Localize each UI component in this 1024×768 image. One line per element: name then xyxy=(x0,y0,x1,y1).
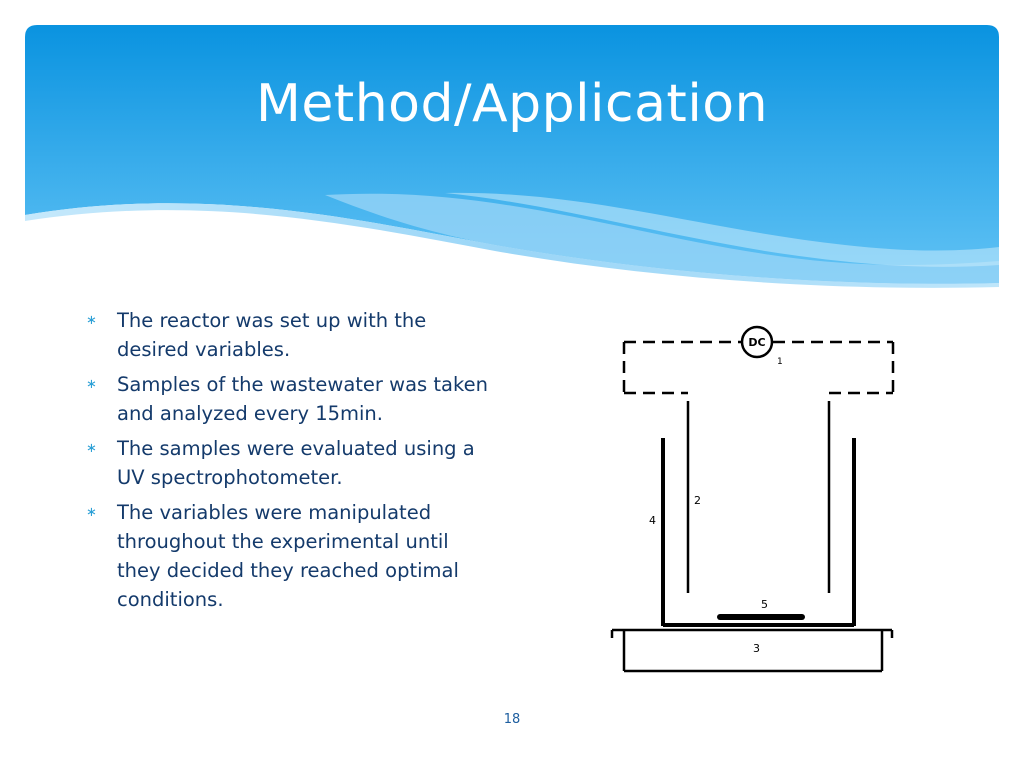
bullet-icon: ∗ xyxy=(86,313,97,328)
bullet-item xyxy=(84,370,494,428)
header-banner xyxy=(25,25,999,295)
bullet-text: Samples of the wastewater was taken and analyzed every 15min. xyxy=(117,373,488,425)
stir-bar xyxy=(717,614,805,620)
label-4: 4 xyxy=(649,514,656,527)
label-1: 1 xyxy=(777,357,783,367)
label-2: 2 xyxy=(694,494,701,507)
bullet-item xyxy=(84,434,494,492)
bullet-text: The samples were evaluated using a UV spectrophotometer. xyxy=(117,437,475,489)
page-number: 18 xyxy=(503,712,521,727)
reactor-diagram xyxy=(605,318,905,678)
dc-label: DC xyxy=(748,336,766,349)
bullet-list xyxy=(84,306,494,620)
bullet-item xyxy=(84,498,494,614)
reactor-vessel xyxy=(663,438,854,626)
bullet-item xyxy=(84,306,494,364)
slide-title: Method/Application xyxy=(255,74,769,134)
bullet-icon: ∗ xyxy=(86,505,97,520)
bullet-text: The reactor was set up with the desired variables. xyxy=(117,309,427,361)
bullet-icon: ∗ xyxy=(86,377,97,392)
magnetic-stirrer-plate xyxy=(612,630,892,671)
bullet-icon: ∗ xyxy=(86,441,97,456)
label-3: 3 xyxy=(753,642,760,655)
dc-power-source xyxy=(742,327,772,357)
bullet-text: The variables were manipulated throughout the experimental until they decided they reached optimal conditions. xyxy=(117,501,459,611)
header-wave-graphic xyxy=(25,25,999,295)
label-5: 5 xyxy=(761,598,768,611)
